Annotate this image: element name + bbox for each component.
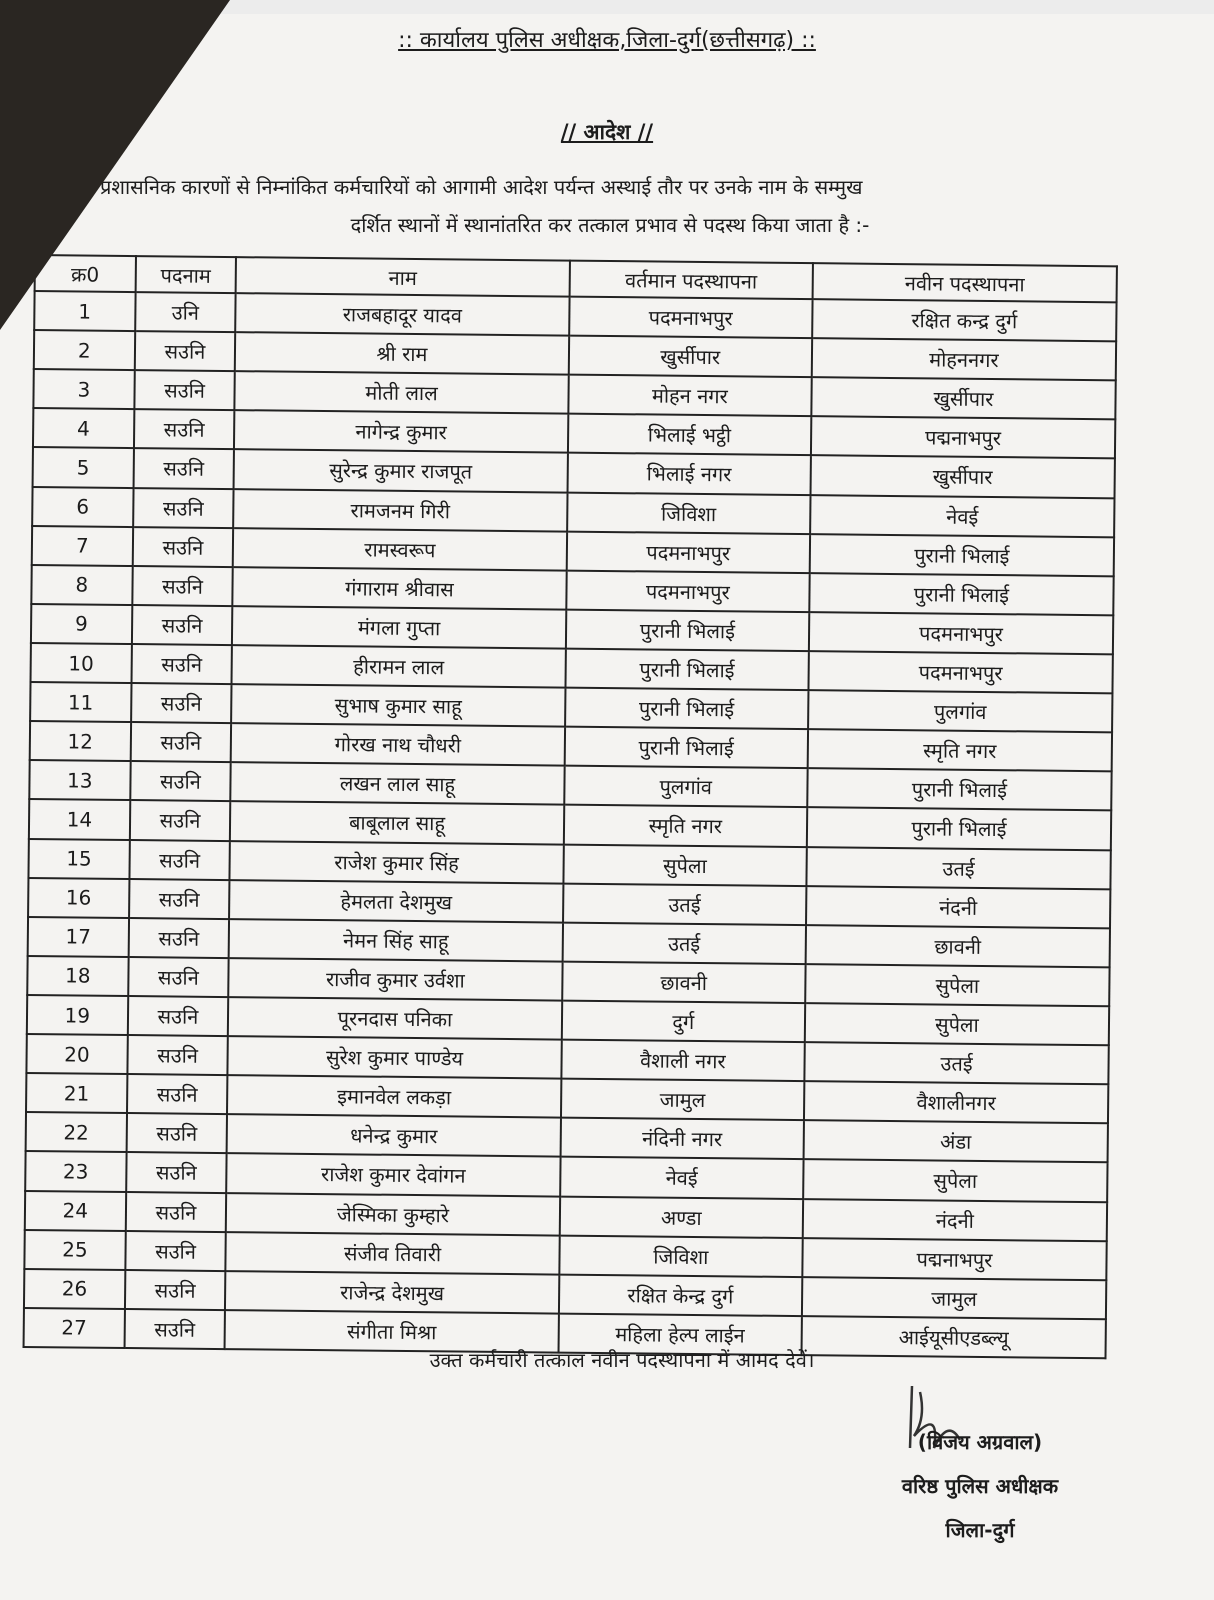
- cell-current-posting: पुरानी भिलाई: [564, 727, 808, 769]
- cell-name: गोरख नाथ चौधरी: [231, 723, 565, 766]
- cell-serial: 20: [26, 1034, 127, 1074]
- cell-current-posting: उतई: [563, 883, 807, 925]
- cell-new-posting: खुर्सीपार: [810, 456, 1114, 498]
- cell-name: जेस्मिका कुम्हारे: [226, 1193, 560, 1236]
- cell-name: मोती लाल: [235, 371, 569, 414]
- cell-current-posting: रक्षित केन्द्र दुर्ग: [559, 1274, 803, 1316]
- header-current-posting: वर्तमान पदस्थापना: [569, 261, 813, 300]
- cell-new-posting: वैशालीनगर: [804, 1081, 1108, 1123]
- cell-serial: 4: [33, 408, 134, 448]
- cell-rank: सउनि: [132, 605, 233, 645]
- cell-name: राजीव कुमार उर्वशा: [229, 958, 563, 1001]
- cell-serial: 1: [34, 291, 135, 331]
- cell-name: हेमलता देशमुख: [229, 880, 563, 923]
- cell-name: राजेन्द्र देशमुख: [225, 1271, 559, 1314]
- cell-new-posting: पुरानी भिलाई: [809, 573, 1113, 615]
- cell-serial: 5: [33, 447, 134, 487]
- cell-serial: 21: [26, 1073, 127, 1113]
- cell-rank: सउनि: [127, 996, 228, 1036]
- cell-serial: 12: [30, 721, 131, 761]
- cell-rank: सउनि: [127, 1035, 228, 1075]
- cell-rank: सउनि: [125, 1192, 226, 1232]
- cell-name: नागेन्द्र कुमार: [234, 410, 568, 453]
- cell-name: राजेश कुमार देवांगन: [226, 1153, 560, 1196]
- cell-serial: 15: [28, 839, 129, 879]
- cell-rank: सउनि: [128, 957, 229, 997]
- cell-new-posting: रक्षित कन्द्र दुर्ग: [812, 299, 1116, 341]
- cell-new-posting: पदमनाभपुर: [808, 651, 1112, 693]
- footer-note: उक्त कर्मचारी तत्काल नवीन पदस्थापना में आमद देवें।: [429, 1348, 815, 1372]
- cell-serial: 9: [31, 604, 132, 644]
- cell-new-posting: सुपेला: [805, 1003, 1109, 1045]
- cell-current-posting: स्मृति नगर: [564, 805, 808, 847]
- cell-new-posting: जामुल: [802, 1277, 1106, 1319]
- cell-current-posting: महिला हेल्प लाईन: [558, 1313, 802, 1355]
- cell-name: धनेन्द्र कुमार: [227, 1114, 561, 1157]
- cell-serial: 11: [30, 682, 131, 722]
- signatory-name: (विजय अग्रवाल): [917, 1430, 1043, 1454]
- cell-serial: 24: [25, 1190, 126, 1230]
- cell-new-posting: छावनी: [806, 925, 1110, 967]
- cell-serial: 7: [32, 526, 133, 566]
- cell-new-posting: आईयूसीएडब्ल्यू: [801, 1316, 1105, 1358]
- cell-rank: सउनि: [125, 1231, 226, 1271]
- table-body: [24, 291, 1117, 1358]
- cell-rank: सउनि: [129, 879, 230, 919]
- intro-line-2: दर्शित स्थानों में स्थानांतरित कर तत्काल प्रभाव से पदस्थ किया जाता है :-: [350, 213, 870, 237]
- cell-current-posting: भिलाई नगर: [567, 453, 811, 495]
- cell-name: हीरामन लाल: [232, 645, 566, 688]
- cell-serial: 10: [31, 643, 132, 683]
- cell-current-posting: नेवई: [560, 1157, 804, 1199]
- cell-rank: सउनि: [132, 566, 233, 606]
- cell-rank: सउनि: [134, 409, 235, 449]
- cell-rank: सउनि: [129, 840, 230, 880]
- cell-current-posting: मोहन नगर: [568, 375, 812, 417]
- cell-name: रामजनम गिरी: [233, 489, 567, 532]
- cell-rank: सउनि: [134, 370, 235, 410]
- cell-current-posting: वैशाली नगर: [561, 1040, 805, 1082]
- cell-current-posting: पुरानी भिलाई: [566, 609, 810, 651]
- cell-new-posting: सुपेला: [803, 1160, 1107, 1202]
- cell-new-posting: उतई: [806, 847, 1110, 889]
- cell-rank: सउनि: [130, 722, 231, 762]
- cell-serial: 6: [32, 487, 133, 527]
- cell-name: संगीता मिश्रा: [225, 1310, 559, 1353]
- cell-current-posting: पुरानी भिलाई: [565, 649, 809, 691]
- cell-new-posting: खुर्सीपार: [811, 377, 1115, 419]
- cell-current-posting: भिलाई भट्ठी: [568, 414, 812, 456]
- cell-name: राजेश कुमार सिंह: [230, 841, 564, 884]
- cell-new-posting: नंदनी: [803, 1199, 1107, 1241]
- cell-rank: सउनि: [127, 1074, 228, 1114]
- signatory-designation: वरिष्ठ पुलिस अधीक्षक: [901, 1474, 1059, 1498]
- cell-new-posting: पद्मनाभपुर: [811, 416, 1115, 458]
- cell-serial: 26: [24, 1269, 125, 1309]
- cell-new-posting: उतई: [804, 1042, 1108, 1084]
- header-rank: पदनाम: [135, 256, 236, 293]
- cell-new-posting: पुरानी भिलाई: [807, 768, 1111, 810]
- cell-current-posting: जिविशा: [559, 1235, 803, 1277]
- cell-serial: 18: [27, 956, 128, 996]
- cell-rank: सउनि: [126, 1113, 227, 1153]
- cell-serial: 3: [33, 369, 134, 409]
- cell-new-posting: पद्मनाभपुर: [802, 1238, 1106, 1280]
- cell-rank: सउनि: [130, 800, 231, 840]
- cell-current-posting: जामुल: [561, 1079, 805, 1121]
- cell-serial: 19: [27, 995, 128, 1035]
- cell-serial: 17: [28, 917, 129, 957]
- cell-new-posting: पुरानी भिलाई: [807, 808, 1111, 850]
- cell-name: गंगाराम श्रीवास: [233, 567, 567, 610]
- cell-serial: 8: [31, 565, 132, 605]
- cell-rank: सउनि: [131, 683, 232, 723]
- cell-serial: 22: [26, 1112, 127, 1152]
- cell-serial: 13: [29, 760, 130, 800]
- header-name: नाम: [236, 257, 570, 296]
- cell-new-posting: अंडा: [803, 1120, 1107, 1162]
- cell-new-posting: स्मृति नगर: [808, 729, 1112, 771]
- cell-rank: सउनि: [128, 918, 229, 958]
- cell-new-posting: पुरानी भिलाई: [810, 534, 1114, 576]
- cell-rank: सउनि: [132, 527, 233, 567]
- cell-name: सुभाष कुमार साहू: [231, 684, 565, 727]
- cell-name: सुरेश कुमार पाण्डेय: [228, 1036, 562, 1079]
- intro-paragraph: [100, 168, 1080, 244]
- cell-current-posting: पुरानी भिलाई: [565, 688, 809, 730]
- cell-rank: सउनि: [133, 448, 234, 488]
- cell-name: श्री राम: [235, 332, 569, 375]
- cell-serial: 16: [28, 878, 129, 918]
- cell-rank: सउनि: [124, 1309, 225, 1349]
- cell-current-posting: पुलगांव: [564, 766, 808, 808]
- cell-rank: सउनि: [134, 331, 235, 371]
- cell-current-posting: उतई: [562, 922, 806, 964]
- cell-rank: सउनि: [125, 1270, 226, 1310]
- cell-name: मंगला गुप्ता: [232, 606, 566, 649]
- cell-rank: सउनि: [133, 488, 234, 528]
- cell-current-posting: सुपेला: [563, 844, 807, 886]
- cell-current-posting: खुर्सीपार: [568, 336, 812, 378]
- cell-serial: 25: [24, 1230, 125, 1270]
- cell-name: नेमन सिंह साहू: [229, 919, 563, 962]
- cell-rank: सउनि: [131, 644, 232, 684]
- order-title-text: // आदेश //: [560, 120, 654, 144]
- transfer-table: [23, 254, 1118, 1359]
- cell-current-posting: नंदिनी नगर: [560, 1118, 804, 1160]
- cell-serial: 23: [25, 1151, 126, 1191]
- cell-new-posting: नंदनी: [806, 886, 1110, 928]
- office-header-text: :: कार्यालय पुलिस अधीक्षक,जिला-दुर्ग(छत्तीसगढ़) ::: [398, 28, 816, 53]
- cell-name: सुरेन्द्र कुमार राजपूत: [234, 450, 568, 493]
- cell-name: राजबहादूर यादव: [235, 293, 569, 336]
- cell-new-posting: नेवई: [810, 495, 1114, 537]
- cell-serial: 27: [24, 1308, 125, 1348]
- cell-serial: 2: [34, 330, 135, 370]
- cell-current-posting: पदमनाभपुर: [566, 531, 810, 573]
- cell-name: इमानवेल लकड़ा: [227, 1075, 561, 1118]
- cell-current-posting: दुर्ग: [561, 1001, 805, 1043]
- cell-current-posting: पदमनाभपुर: [569, 297, 813, 339]
- cell-name: लखन लाल साहू: [231, 762, 565, 805]
- cell-rank: सउनि: [130, 761, 231, 801]
- cell-current-posting: जिविशा: [567, 492, 811, 534]
- cell-new-posting: मोहननगर: [812, 338, 1116, 380]
- cell-name: रामस्वरूप: [233, 528, 567, 571]
- cell-new-posting: सुपेला: [805, 964, 1109, 1006]
- signatory-district: जिला-दुर्ग: [945, 1518, 1015, 1542]
- cell-current-posting: अण्डा: [559, 1196, 803, 1238]
- signature-block: [850, 1420, 1110, 1552]
- header-serial: क्र0: [35, 255, 136, 292]
- cell-name: पूरनदास पनिका: [228, 997, 562, 1040]
- cell-new-posting: पुलगांव: [808, 690, 1112, 732]
- cell-name: संजीव तिवारी: [226, 1232, 560, 1275]
- cell-rank: सउनि: [126, 1152, 227, 1192]
- cell-rank: उनि: [135, 292, 236, 332]
- cell-serial: 14: [29, 799, 130, 839]
- intro-line-1: प्रशासनिक कारणों से निम्नांकित कर्मचारियों को आगामी आदेश पर्यन्त अस्थाई तौर पर उनके नाम के सम्मुख: [100, 175, 863, 199]
- cell-current-posting: पदमनाभपुर: [566, 570, 810, 612]
- cell-new-posting: पदमनाभपुर: [809, 612, 1113, 654]
- cell-name: बाबूलाल साहू: [230, 802, 564, 845]
- order-title: [0, 118, 1214, 146]
- header-new-posting: नवीन पदस्थापना: [812, 263, 1116, 302]
- cell-current-posting: छावनी: [562, 961, 806, 1003]
